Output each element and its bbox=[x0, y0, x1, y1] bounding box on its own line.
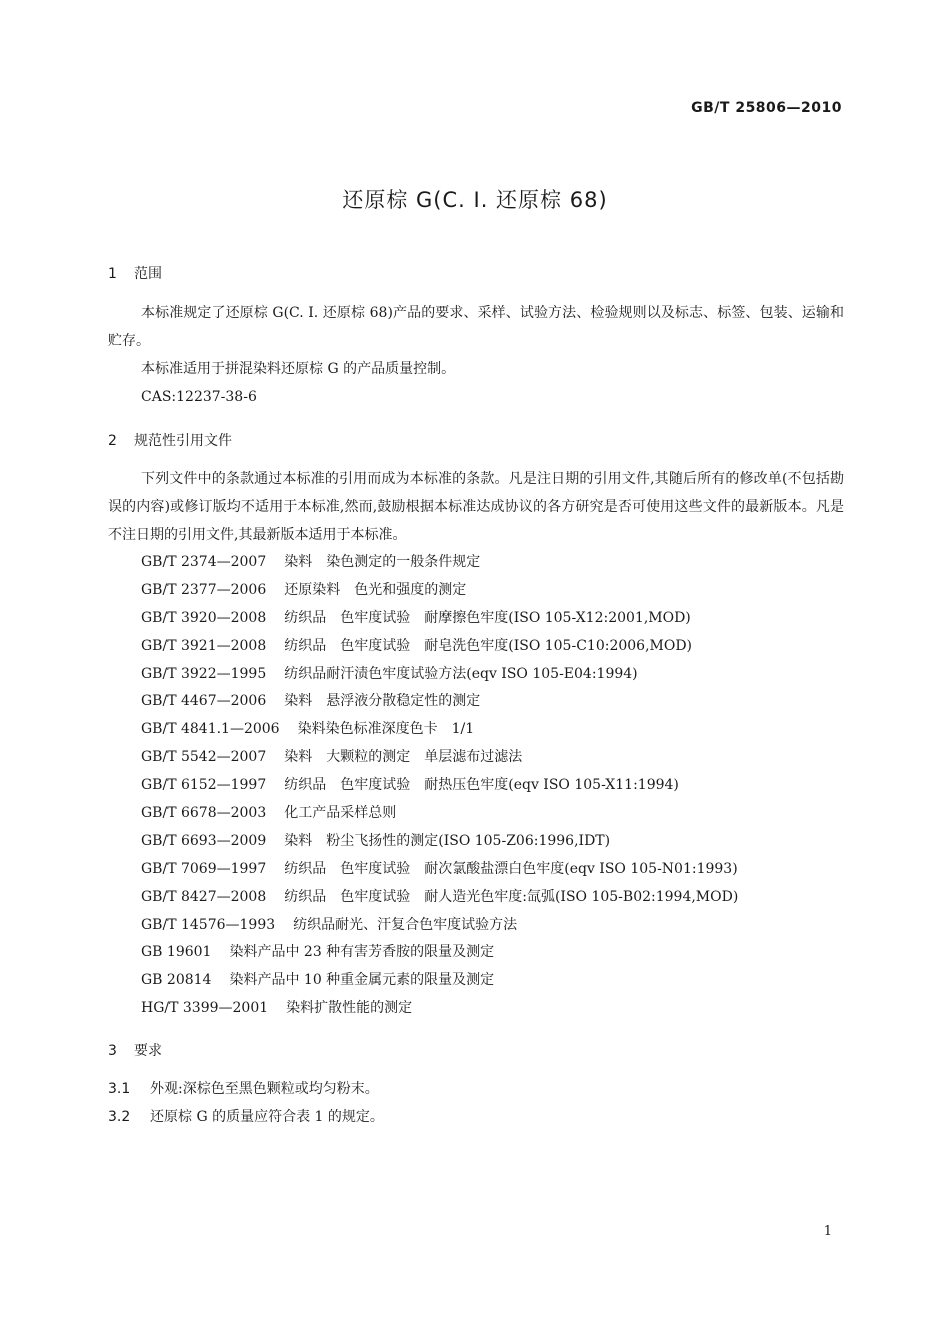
requirement-item bbox=[108, 1078, 379, 1098]
reference-code: GB/T 8427—2008 bbox=[141, 888, 267, 905]
reference-title: 染料扩散性能的测定 bbox=[286, 1000, 413, 1017]
reference-item bbox=[141, 688, 738, 716]
reference-title: 纺织品 色牢度试验 耐次氯酸盐漂白色牢度(eqv ISO 105-N01:1993) bbox=[284, 860, 738, 877]
reference-item bbox=[141, 605, 738, 633]
reference-title: 染料 粉尘飞扬性的测定(ISO 105-Z06:1996,IDT) bbox=[284, 832, 611, 849]
reference-code: GB 20814 bbox=[141, 972, 212, 989]
section-title: 要求 bbox=[134, 1043, 162, 1059]
reference-title: 染料 悬浮液分散稳定性的测定 bbox=[284, 693, 481, 710]
reference-code: GB 19601 bbox=[141, 944, 212, 961]
section-title: 范围 bbox=[134, 266, 162, 282]
reference-item bbox=[141, 716, 738, 744]
reference-code: GB/T 2374—2007 bbox=[141, 554, 267, 570]
clause-number: 3.1 bbox=[108, 1081, 131, 1097]
section-number: 2 bbox=[108, 433, 117, 449]
requirement-item bbox=[108, 1106, 384, 1126]
reference-item bbox=[141, 856, 738, 884]
reference-code: GB/T 6693—2009 bbox=[141, 832, 267, 849]
clause-text: 外观:深棕色至黑色颗粒或均匀粉末。 bbox=[150, 1081, 379, 1097]
section-1-heading bbox=[108, 263, 162, 283]
reference-item bbox=[141, 661, 738, 689]
reference-title: 染料 大颗粒的测定 单层滤布过滤法 bbox=[284, 749, 523, 766]
reference-title: 纺织品耐光、汗复合色牢度试验方法 bbox=[293, 916, 518, 933]
reference-item bbox=[141, 995, 738, 1023]
reference-item bbox=[141, 549, 738, 577]
reference-code: GB/T 5542—2007 bbox=[141, 749, 267, 766]
section-number: 3 bbox=[108, 1043, 117, 1059]
reference-code: GB/T 4841.1—2006 bbox=[141, 721, 280, 738]
reference-item bbox=[141, 884, 738, 912]
reference-title: 纺织品 色牢度试验 耐人造光色牢度:氙弧(ISO 105-B02:1994,MOD) bbox=[284, 888, 739, 905]
reference-title: 纺织品 色牢度试验 耐皂洗色牢度(ISO 105-C10:2006,MOD) bbox=[284, 637, 693, 654]
reference-code: GB/T 14576—1993 bbox=[141, 916, 276, 933]
reference-code: GB/T 6152—1997 bbox=[141, 777, 267, 794]
section-3-heading bbox=[108, 1040, 162, 1060]
section-number: 1 bbox=[108, 266, 117, 282]
reference-item bbox=[141, 939, 738, 967]
section-2-heading bbox=[108, 430, 232, 450]
reference-title: 染料染色标准深度色卡 1/1 bbox=[297, 721, 475, 738]
reference-code: GB/T 7069—1997 bbox=[141, 860, 267, 877]
reference-item bbox=[141, 577, 738, 605]
reference-item bbox=[141, 633, 738, 661]
references-intro: 下列文件中的条款通过本标准的引用而成为本标准的条款。凡是注日期的引用文件,其随后所有的修改单(不包括勘误的内容)或修订版均不适用于本标准,然而,鼓励根据本标准达成协议的各方研究是否可使用这些文件的最新版本。凡是不注日期的引用文件,其最新版本适用于本标准。 bbox=[108, 471, 844, 543]
reference-list bbox=[141, 549, 738, 1023]
clause-text: 还原棕 G 的质量应符合表 1 的规定。 bbox=[150, 1109, 384, 1125]
clause-number: 3.2 bbox=[108, 1109, 131, 1125]
reference-code: GB/T 4467—2006 bbox=[141, 693, 267, 710]
reference-code: GB/T 6678—2003 bbox=[141, 805, 267, 822]
reference-item bbox=[141, 772, 738, 800]
cas-number: CAS:12237-38-6 bbox=[141, 389, 257, 405]
reference-title: 纺织品 色牢度试验 耐热压色牢度(eqv ISO 105-X11:1994) bbox=[284, 777, 679, 794]
reference-title: 纺织品耐汗渍色牢度试验方法(eqv ISO 105-E04:1994) bbox=[284, 665, 638, 682]
section-title: 规范性引用文件 bbox=[134, 433, 232, 449]
reference-code: GB/T 3922—1995 bbox=[141, 665, 267, 682]
page-number: 1 bbox=[823, 1224, 832, 1239]
reference-code: HG/T 3399—2001 bbox=[141, 1000, 269, 1017]
reference-item bbox=[141, 828, 738, 856]
document-title: 还原棕 G(C. I. 还原棕 68) bbox=[342, 188, 608, 212]
reference-item bbox=[141, 744, 738, 772]
reference-item bbox=[141, 967, 738, 995]
reference-item bbox=[141, 912, 738, 940]
reference-title: 化工产品采样总则 bbox=[284, 805, 397, 822]
scope-paragraph-1: 本标准规定了还原棕 G(C. I. 还原棕 68)产品的要求、采样、试验方法、检验规则以及标志、标签、包装、运输和贮存。 bbox=[108, 305, 844, 349]
reference-code: GB/T 2377—2006 bbox=[141, 581, 267, 598]
scope-paragraph-2: 本标准适用于拼混染料还原棕 G 的产品质量控制。 bbox=[141, 361, 456, 377]
reference-title: 纺织品 色牢度试验 耐摩擦色牢度(ISO 105-X12:2001,MOD) bbox=[284, 609, 691, 626]
reference-title: 染料 染色测定的一般条件规定 bbox=[284, 554, 481, 570]
reference-title: 染料产品中 10 种重金属元素的限量及测定 bbox=[229, 972, 495, 989]
reference-code: GB/T 3921—2008 bbox=[141, 637, 267, 654]
reference-title: 还原染料 色光和强度的测定 bbox=[284, 581, 467, 598]
reference-item bbox=[141, 800, 738, 828]
reference-title: 染料产品中 23 种有害芳香胺的限量及测定 bbox=[229, 944, 495, 961]
standard-code: GB/T 25806—2010 bbox=[691, 100, 842, 116]
reference-code: GB/T 3920—2008 bbox=[141, 609, 267, 626]
